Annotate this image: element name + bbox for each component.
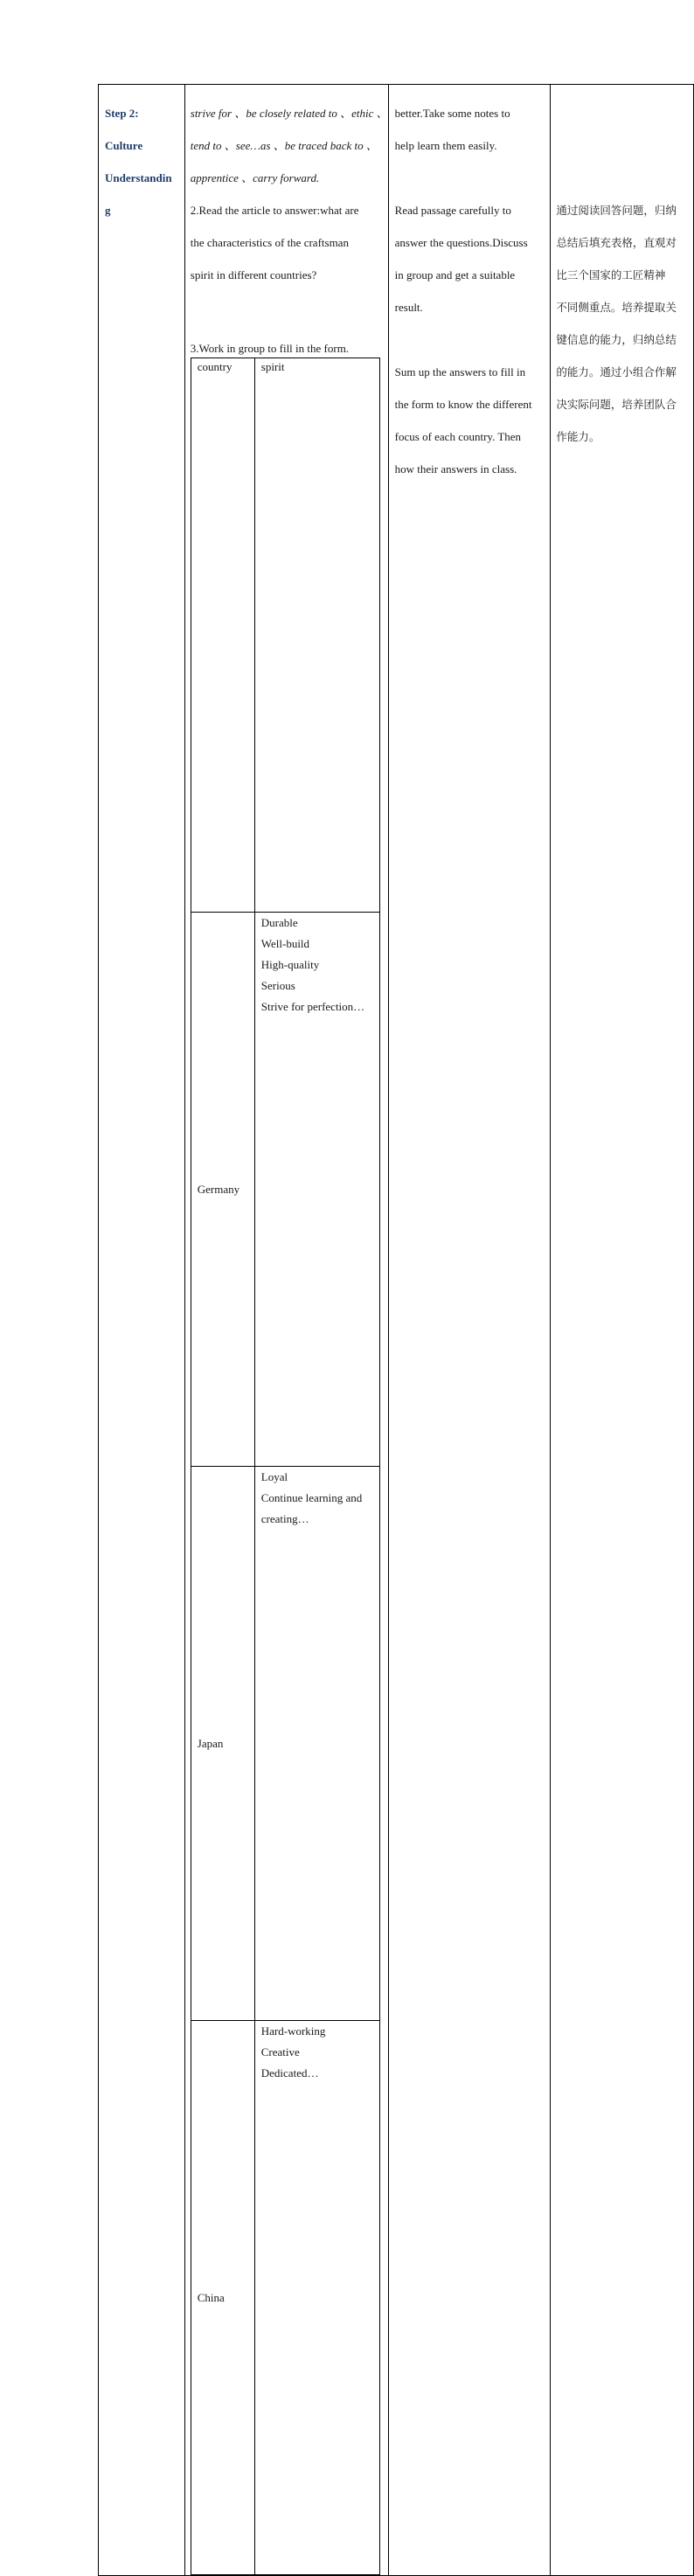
- student-text-line: answer the questions.Discuss: [394, 236, 528, 249]
- design-purpose-cell: [551, 85, 694, 2576]
- task2-line: the characteristics of the craftsman: [190, 236, 349, 249]
- spirit-item: Continue learning and: [260, 1491, 363, 1504]
- step-title-line: Understandin: [105, 171, 172, 184]
- task3-line: 3.Work in group to fill in the form.: [190, 342, 350, 355]
- form-spirit: [254, 913, 379, 1467]
- step-title-line: g: [105, 204, 111, 217]
- purpose-text-line: 决实际问题，培养团队合: [556, 398, 677, 411]
- spirit-item: Durable: [260, 916, 298, 929]
- task2-line: 2.Read the article to answer:what are: [190, 204, 359, 217]
- form-spirit: [254, 2021, 379, 2575]
- form-row-china: [191, 2021, 379, 2575]
- spirit-item: Creative: [260, 2045, 300, 2059]
- spirit-item: Loyal: [260, 1470, 288, 1483]
- form-row-germany: [191, 913, 379, 1467]
- purpose-text-line: 比三个国家的工匠精神: [556, 268, 666, 281]
- spirit-item: Hard-working: [260, 2024, 326, 2038]
- vocab-line: tend to 、see…as 、be traced back to 、: [190, 139, 378, 152]
- form-row-japan: [191, 1467, 379, 2021]
- form-header-spirit: spirit: [254, 358, 379, 913]
- spirit-item: Strive for perfection…: [260, 1000, 365, 1013]
- student-text-line: help learn them easily.: [394, 139, 497, 152]
- step-cell: [99, 85, 185, 2576]
- form-spirit: [254, 1467, 379, 2021]
- spirit-item: creating…: [260, 1512, 309, 1525]
- form-header-row: [191, 358, 379, 913]
- student-text-line: Sum up the answers to fill in: [394, 365, 526, 378]
- step-title-line: Step 2:: [105, 107, 139, 120]
- purpose-text-line: 的能力。通过小组合作解: [556, 365, 677, 378]
- purpose-text-line: 通过阅读回答问题，归纳: [556, 204, 677, 217]
- form-country: China: [191, 2021, 254, 2575]
- student-activity-cell: [388, 85, 551, 2576]
- lesson-plan-table: [98, 84, 694, 2576]
- step-title-line: Culture: [105, 139, 143, 152]
- student-text-line: Read passage carefully to: [394, 204, 511, 217]
- spirit-item: High-quality: [260, 958, 320, 971]
- form-header-country: country: [191, 358, 254, 913]
- vocab-line: apprentice 、carry forward.: [190, 171, 320, 184]
- student-text-line: how their answers in class.: [394, 462, 517, 476]
- teacher-activity-cell: [184, 85, 388, 2576]
- spirit-item: Dedicated…: [260, 2066, 319, 2080]
- student-text-line: result.: [394, 301, 423, 314]
- craftsman-spirit-form: [191, 358, 380, 2575]
- student-text-line: the form to know the different: [394, 398, 532, 411]
- spirit-item: Well-build: [260, 937, 310, 950]
- student-text-line: in group and get a suitable: [394, 268, 516, 281]
- form-country: Japan: [191, 1467, 254, 2021]
- step-title: [99, 85, 184, 226]
- spirit-item: Serious: [260, 979, 295, 992]
- purpose-text-line: 总结后填充表格，直观对: [556, 236, 677, 249]
- purpose-text-line: 不同侧重点。培养提取关: [556, 301, 677, 314]
- purpose-text-line: 作能力。: [556, 430, 600, 443]
- lesson-row-step2: [99, 85, 694, 2576]
- student-text-line: focus of each country. Then: [394, 430, 522, 443]
- form-country: Germany: [191, 913, 254, 1467]
- purpose-text-line: 键信息的能力，归纳总结: [556, 333, 677, 346]
- task2-line: spirit in different countries?: [190, 268, 317, 281]
- vocab-line: strive for 、be closely related to 、ethic 、: [190, 107, 388, 120]
- student-text-line: better.Take some notes to: [394, 107, 510, 120]
